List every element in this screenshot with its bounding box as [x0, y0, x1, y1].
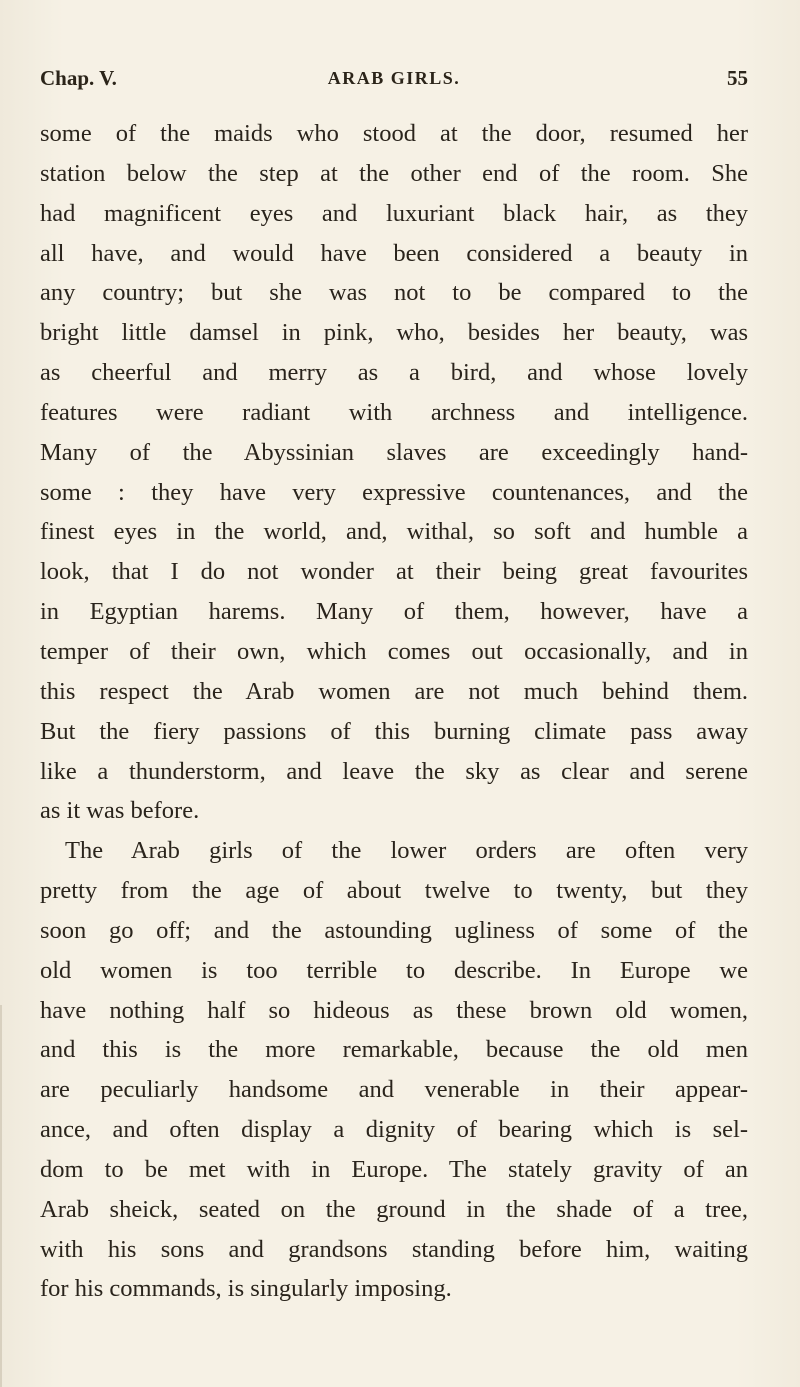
text-line: features were radiant with archness and intelligence. — [40, 398, 748, 426]
text-line: some of the maids who stood at the door, resumed her — [40, 120, 748, 147]
paragraph-end-line: as it was before. — [40, 797, 200, 825]
page-edge-shadow — [0, 1005, 2, 1387]
text-line: pretty from the age of about twelve to twenty, but they — [40, 877, 748, 905]
text-line: look, that I do not wonder at their being great favourites — [40, 558, 748, 586]
text-line: all have, and would have been considered a beauty in — [40, 239, 748, 267]
text-line: like a thunderstorm, and leave the sky as clear and serene — [40, 757, 748, 785]
text-line: some : they have very expressive countenances, and the — [40, 478, 748, 506]
text-line: temper of their own, which comes out occasionally, and in — [40, 637, 748, 665]
running-title: ARAB GIRLS. — [327, 68, 461, 88]
chapter-label: Chap. V. — [40, 66, 117, 90]
paragraph-start-line: The Arab girls of the lower orders are often very — [65, 837, 748, 865]
text-line: are peculiarly handsome and venerable in their appear- — [40, 1076, 748, 1104]
text-line: this respect the Arab women are not much behind them. — [40, 677, 748, 705]
text-line: ance, and often display a dignity of bearing which is sel- — [40, 1116, 748, 1144]
body-text — [40, 114, 748, 1309]
text-line: finest eyes in the world, and, withal, so soft and humble a — [40, 518, 748, 546]
text-line: soon go off; and the astounding ugliness of some of the — [40, 916, 748, 944]
running-header — [40, 62, 748, 94]
text-line: had magnificent eyes and luxuriant black hair, as they — [40, 199, 748, 227]
text-line: and this is the more remarkable, because the old men — [40, 1036, 748, 1064]
text-line: with his sons and grandsons standing before him, waiting — [40, 1235, 748, 1263]
text-line: station below the step at the other end of the room. She — [40, 159, 748, 187]
text-line: bright little damsel in pink, who, besides her beauty, was — [40, 319, 748, 347]
text-line: in Egyptian harems. Many of them, however, have a — [40, 598, 748, 626]
text-line: any country; but she was not to be compared to the — [40, 279, 748, 307]
text-line: Many of the Abyssinian slaves are exceedingly hand- — [40, 438, 748, 466]
text-line: Arab sheick, seated on the ground in the shade of a tree, — [40, 1195, 748, 1223]
text-line: dom to be met with in Europe. The stately gravity of an — [40, 1155, 748, 1183]
text-line: have nothing half so hideous as these brown old women, — [40, 996, 748, 1024]
text-line: as cheerful and merry as a bird, and whose lovely — [40, 359, 748, 387]
page-number: 55 — [727, 66, 748, 90]
text-line: old women is too terrible to describe. In Europe we — [40, 956, 748, 984]
paragraph-end-line: for his commands, is singularly imposing. — [40, 1275, 452, 1303]
text-line: But the fiery passions of this burning climate pass away — [40, 717, 748, 745]
